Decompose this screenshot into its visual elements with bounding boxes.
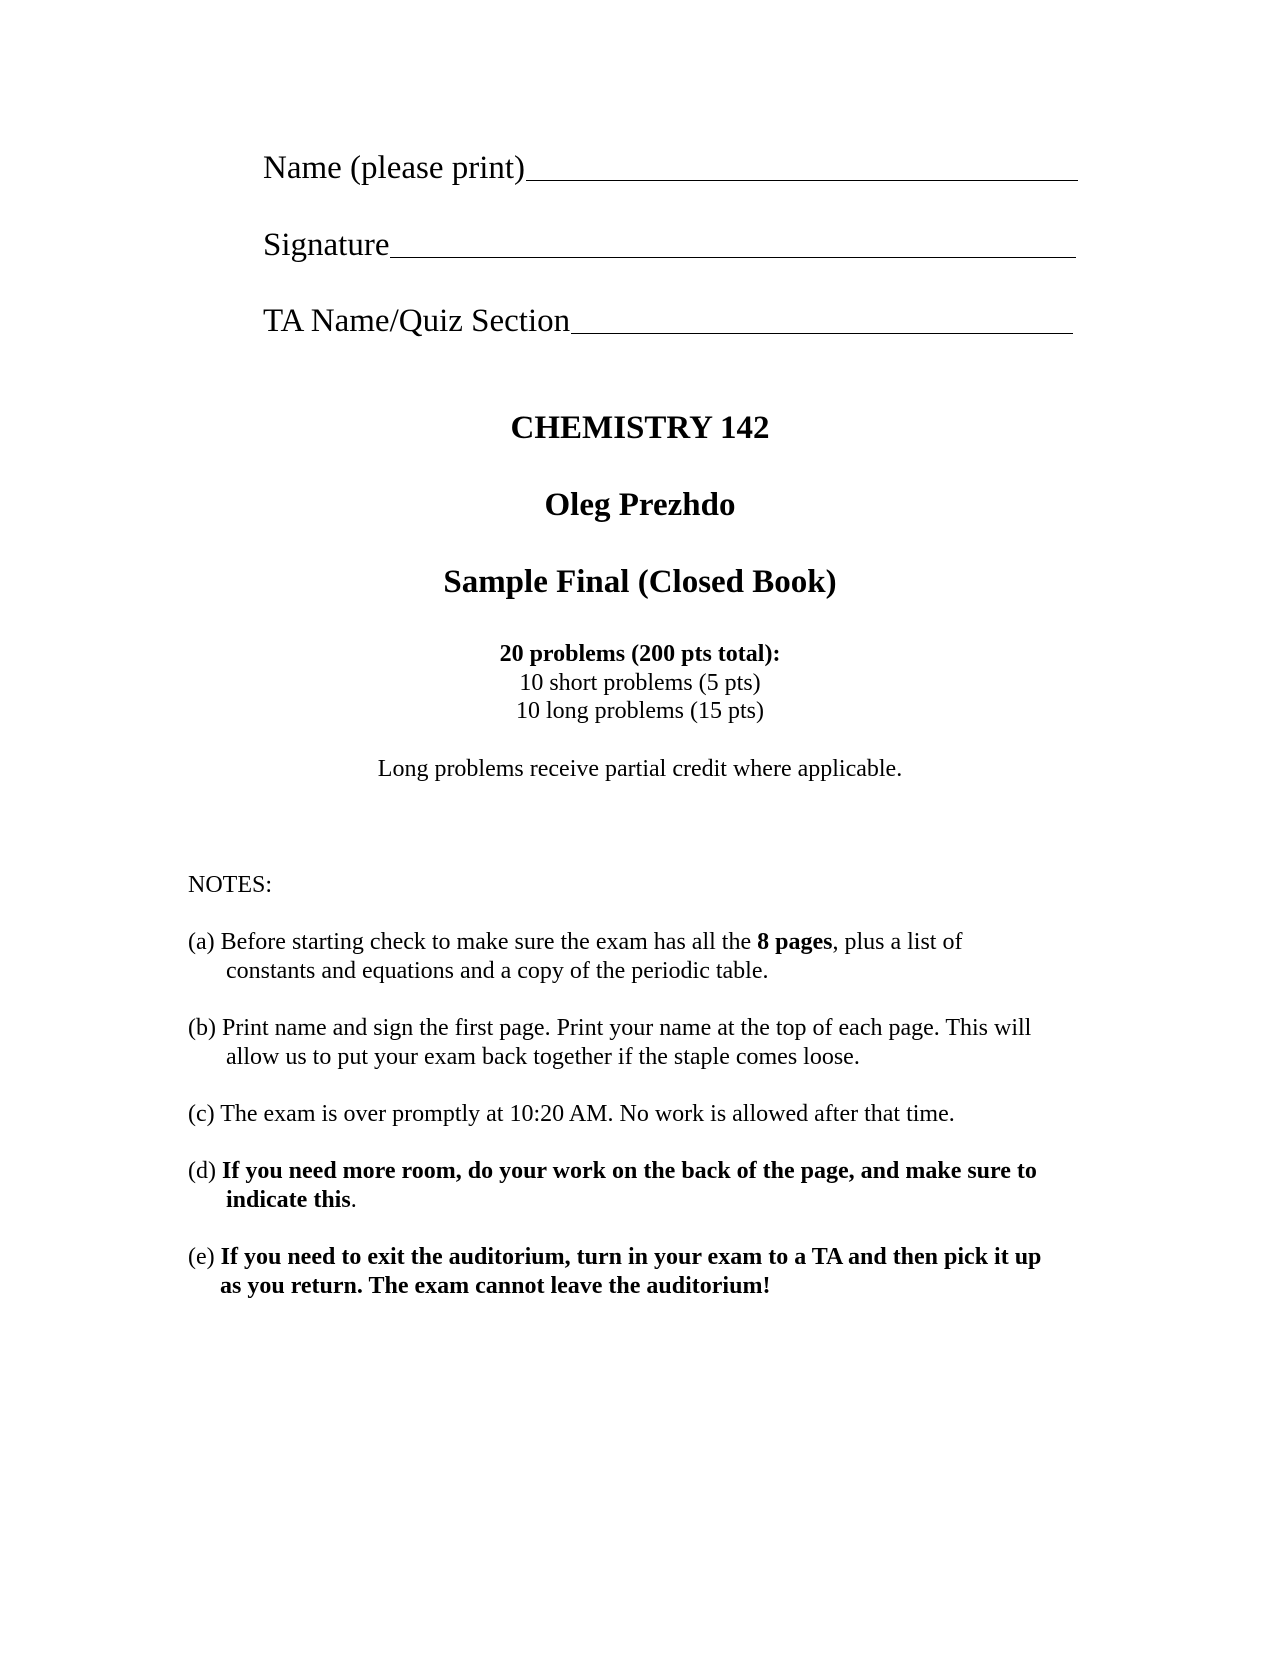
instructor-name: Oleg Prezhdo	[544, 487, 736, 523]
ta-field	[263, 305, 1073, 338]
partial-credit-note: Long problems receive partial credit where applicable.	[377, 756, 903, 782]
note-d	[188, 1157, 1088, 1215]
note-e-marker: (e)	[188, 1244, 215, 1270]
ta-field-line	[571, 333, 1073, 334]
course-title: CHEMISTRY 142	[510, 410, 770, 446]
note-c-line1: The exam is over promptly at 10:20 AM. No work is allowed after that time.	[220, 1101, 955, 1127]
points-summary: 20 problems (200 pts total):	[499, 641, 781, 667]
note-d-line1: If you need more room, do your work on the back of the page, and make sure to	[221, 1158, 1037, 1184]
name-field-label: Name (please print)	[263, 150, 526, 186]
note-b-line1: Print name and sign the first page. Print your name at the top of each page. This will	[221, 1015, 1032, 1041]
note-c-marker: (c)	[188, 1101, 215, 1127]
notes-heading: NOTES:	[188, 872, 272, 898]
note-b-line2: allow us to put your exam back together if the staple comes loose.	[226, 1044, 860, 1070]
note-a-continuation: constants and equations and a copy of the periodic table.	[226, 958, 769, 984]
note-b-marker: (b)	[188, 1015, 216, 1041]
signature-field-line	[390, 257, 1076, 258]
note-c	[188, 1100, 1088, 1129]
note-a-text-before: Before starting check to make sure the exam has all the	[220, 929, 752, 955]
note-a-marker: (a)	[188, 929, 215, 955]
note-d-line2-bold: indicate this	[226, 1187, 351, 1213]
signature-field-label: Signature	[263, 227, 390, 263]
note-d-marker: (d)	[188, 1158, 216, 1184]
note-e-line2: as you return. The exam cannot leave the auditorium!	[220, 1273, 771, 1299]
note-d-line2-wrap	[188, 1186, 1088, 1215]
exam-title: Sample Final (Closed Book)	[443, 564, 837, 600]
note-e	[188, 1243, 1088, 1301]
note-d-line2-end: .	[350, 1187, 357, 1213]
note-a	[188, 928, 1088, 986]
name-field	[263, 152, 1078, 185]
note-e-line1: If you need to exit the auditorium, turn in your exam to a TA and then pick it up	[220, 1244, 1042, 1270]
signature-field	[263, 229, 1076, 262]
name-field-line	[526, 180, 1078, 181]
points-long: 10 long problems (15 pts)	[516, 698, 764, 724]
note-a-bold: 8 pages	[757, 929, 833, 955]
points-short: 10 short problems (5 pts)	[519, 670, 761, 696]
note-b	[188, 1014, 1088, 1072]
ta-field-label: TA Name/Quiz Section	[263, 303, 571, 339]
note-a-text-after: , plus a list of	[832, 929, 963, 955]
